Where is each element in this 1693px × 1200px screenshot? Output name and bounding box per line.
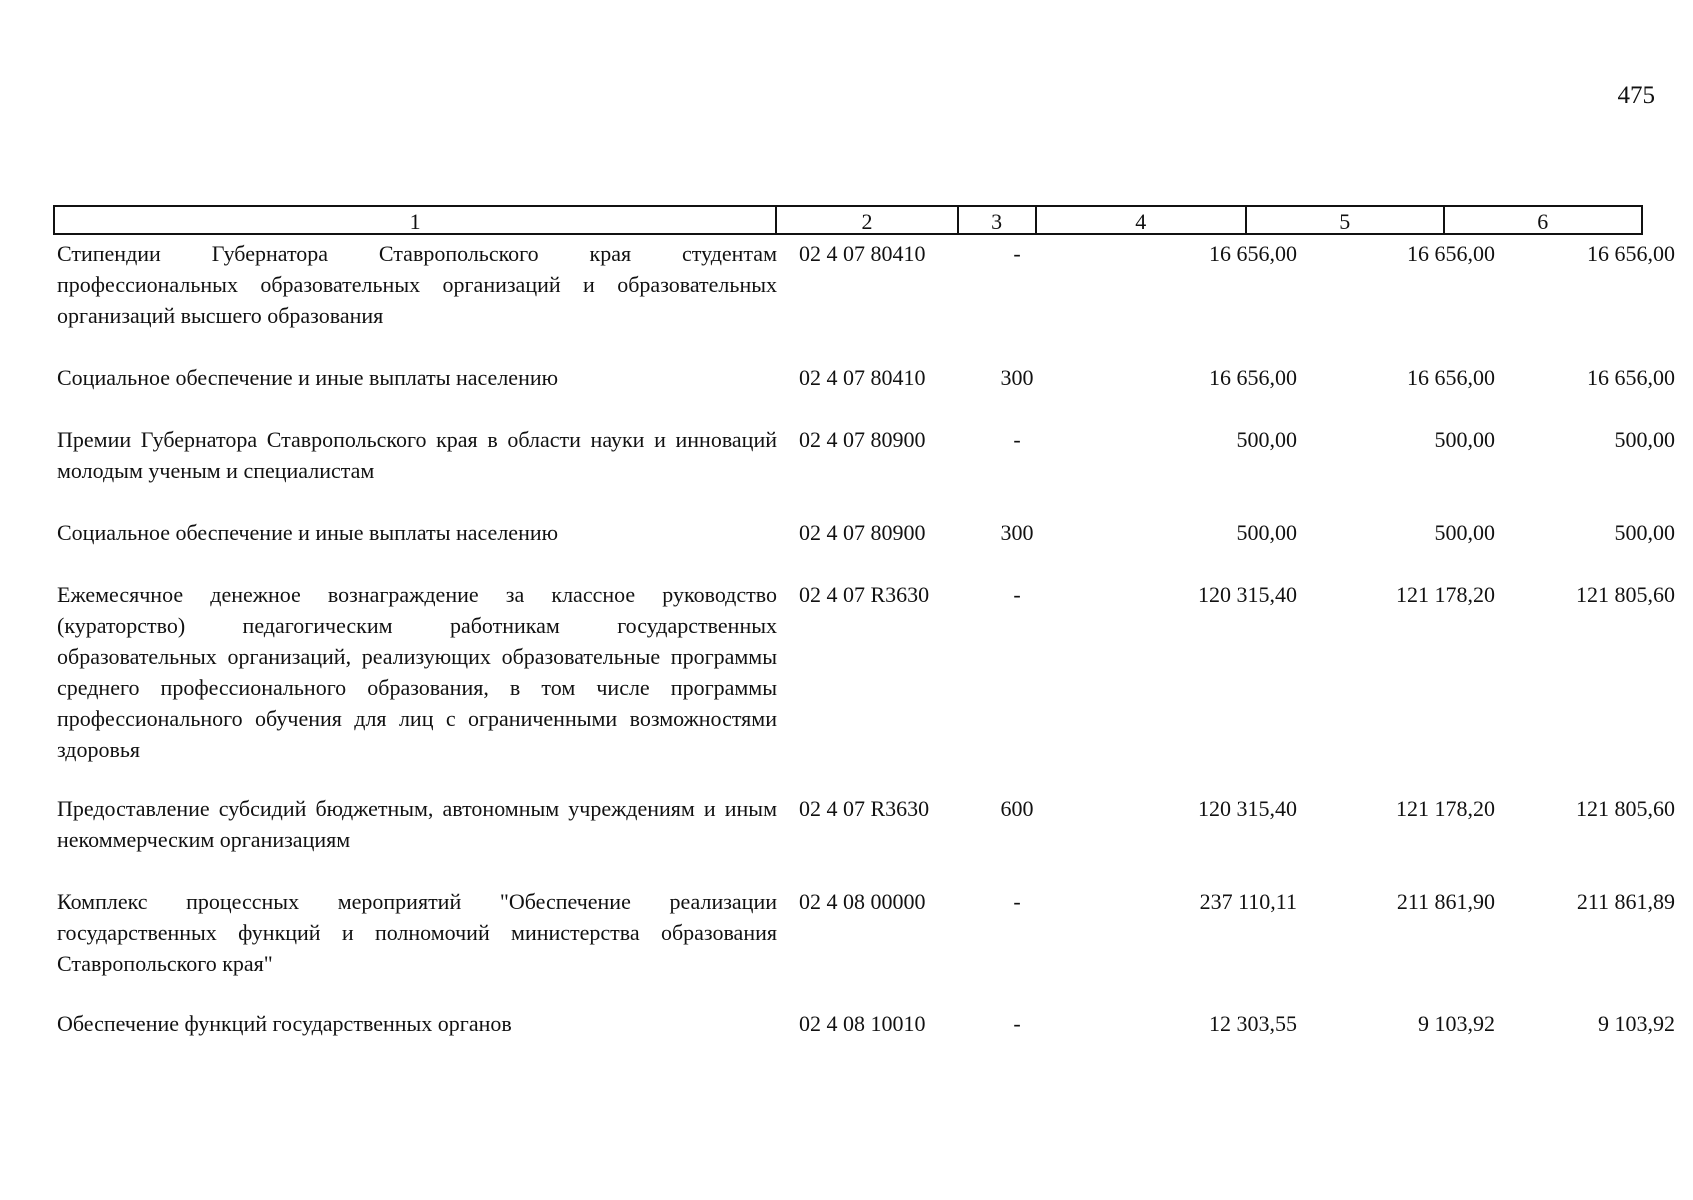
header-cell-1: 1 [55,207,777,233]
row-value-5: 9 103,92 [1418,1011,1495,1036]
row-value-5: 121 178,20 [1396,796,1495,821]
row-value-5: 16 656,00 [1407,365,1495,390]
row-type: 300 [1000,365,1034,390]
row-value-4: 500,00 [1236,427,1297,452]
row-code: 02 4 07 80900 [799,427,926,452]
row-value-6: 9 103,92 [1598,1011,1675,1036]
row-name: Ежемесячное денежное вознаграждение за классное руководство (кураторство) педагогическим работникам государственных образовательных организаций, реализующих образовательные программы среднего профессионального образования, в том числе программы профессионального обучения для лиц с ограниченными возможностями здоровья [57,582,777,762]
row-type: - [1013,427,1021,452]
row-value-6: 16 656,00 [1587,365,1675,390]
row-type: 300 [1000,520,1034,545]
row-value-5: 500,00 [1434,427,1495,452]
row-value-5: 16 656,00 [1407,241,1495,266]
header-cell-3: 3 [959,207,1037,233]
page-number: 475 [1617,82,1655,109]
row-type: - [1013,889,1021,914]
header-cell-5: 5 [1247,207,1445,233]
row-value-4: 237 110,11 [1199,889,1297,914]
table-header [53,205,1643,235]
row-code: 02 4 08 00000 [799,889,926,914]
row-value-5: 121 178,20 [1396,582,1495,607]
row-type: 600 [1000,796,1034,821]
row-name: Социальное обеспечение и иные выплаты населению [57,365,559,390]
row-value-6: 211 861,89 [1576,889,1675,914]
row-name: Премии Губернатора Ставропольского края в области науки и инноваций молодым ученым и специалистам [57,427,777,483]
row-value-4: 16 656,00 [1209,241,1297,266]
row-value-6: 121 805,60 [1576,582,1675,607]
row-value-6: 500,00 [1614,427,1675,452]
row-value-6: 121 805,60 [1576,796,1675,821]
row-code: 02 4 07 80410 [799,241,926,266]
row-name: Обеспечение функций государственных органов [57,1011,512,1036]
row-value-6: 16 656,00 [1587,241,1675,266]
row-value-4: 12 303,55 [1209,1011,1297,1036]
row-code: 02 4 07 R3630 [799,796,930,821]
row-name: Стипендии Губернатора Ставропольского края студентам профессиональных образовательных организаций и образовательных организаций высшего образования [57,241,777,328]
header-cell-6: 6 [1537,209,1549,234]
row-value-4: 120 315,40 [1198,582,1297,607]
header-cell-2: 2 [777,207,959,233]
row-code: 02 4 08 10010 [799,1011,926,1036]
row-name: Социальное обеспечение и иные выплаты населению [57,520,559,545]
row-value-6: 500,00 [1614,520,1675,545]
row-name: Предоставление субсидий бюджетным, автономным учреждениям и иным некоммерческим организациям [57,796,777,852]
row-value-5: 500,00 [1434,520,1495,545]
row-code: 02 4 07 80410 [799,365,926,390]
header-cell-4: 4 [1037,207,1247,233]
row-value-4: 16 656,00 [1209,365,1297,390]
row-type: - [1013,582,1021,607]
row-value-5: 211 861,90 [1396,889,1495,914]
row-value-4: 120 315,40 [1198,796,1297,821]
row-code: 02 4 07 R3630 [799,582,930,607]
row-code: 02 4 07 80900 [799,520,926,545]
row-value-4: 500,00 [1236,520,1297,545]
row-type: - [1013,1011,1021,1036]
row-name: Комплекс процессных мероприятий "Обеспечение реализации государственных функций и полномочий министерства образования Ставропольского края" [57,889,777,976]
row-type: - [1013,241,1021,266]
